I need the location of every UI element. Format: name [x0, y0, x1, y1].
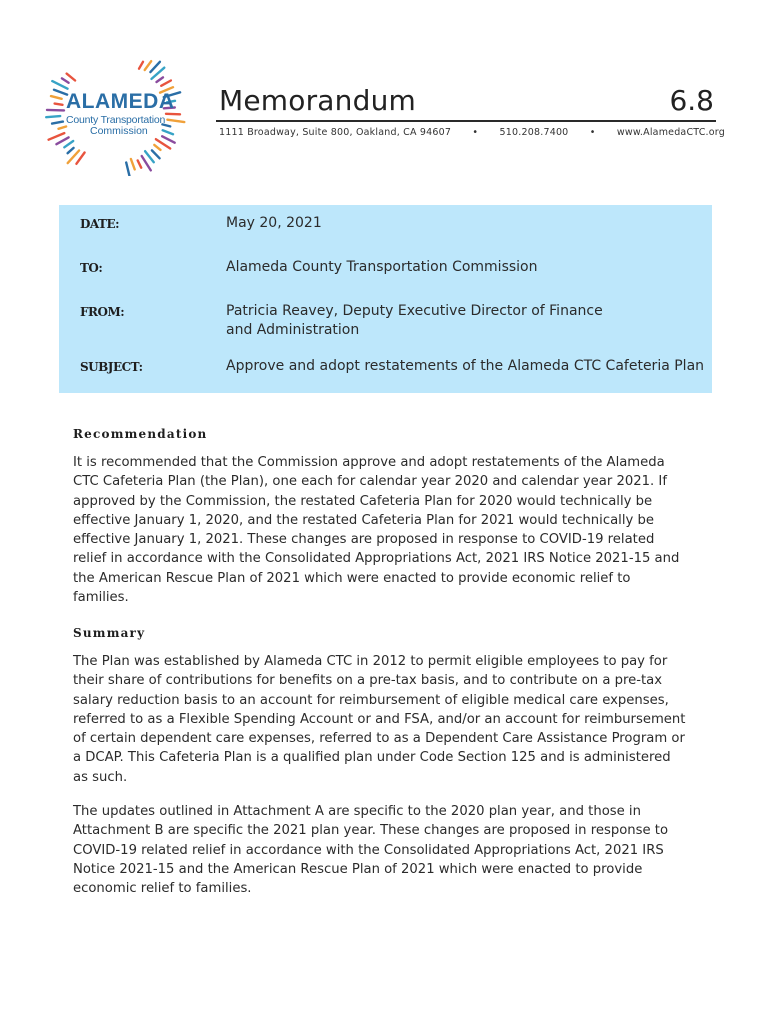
logo-ray [59, 127, 67, 129]
separator-dot: • [589, 127, 596, 138]
logo-ray [68, 148, 74, 153]
logo-ray [55, 104, 63, 105]
date-label: DATE: [80, 217, 120, 231]
header-divider [216, 120, 716, 122]
logo-ray [49, 133, 65, 140]
logo-ray [52, 122, 63, 124]
subject-label: SUBJECT: [80, 360, 143, 374]
logo-ray [162, 136, 175, 142]
summary-heading: Summary [73, 626, 146, 640]
recommendation-text: It is recommended that the Commission approve and adopt restatements of the Alameda CTC Cafeteria Plan (the Plan), one each for calendar year 2020 and calendar year 2021. If approved by the Commission, the restated Cafeteria Plan for 2020 would technically be effective January 1, 2020, and the restated Cafeteria Plan for 2021 would technically be effective January 1, 2021. These changes are proposed in response to COVID-19 related relief in accordance with the Consolidated Appropriations Act, 2021 IRS Notice 2021-15 and the American Rescue Plan of 2021 which were enacted to provide economic relief to families. [73, 455, 680, 606]
memo-title: Memorandum [219, 84, 417, 117]
logo-ray [152, 150, 160, 158]
separator-dot: • [472, 127, 479, 138]
subject-value: Approve and adopt restatements of the Alameda CTC Cafeteria Plan [226, 358, 705, 374]
logo-ray [138, 161, 142, 168]
logo-ray [145, 61, 152, 70]
logo-ray [145, 151, 154, 162]
agenda-item-number: 6.8 [669, 84, 714, 117]
alameda-ctc-logo [36, 42, 186, 176]
to-label: TO: [80, 261, 103, 275]
address-text: 1111 Broadway, Suite 800, Oakland, CA 94607 [219, 127, 452, 138]
logo-ray [47, 110, 64, 111]
phone-text: 510.208.7400 [499, 127, 569, 138]
memo-info-box [59, 205, 712, 393]
logo-ray [51, 96, 62, 99]
date-value: May 20, 2021 [226, 215, 322, 231]
logo-ray [139, 62, 143, 69]
logo-ray [126, 163, 129, 177]
logo-ray [131, 159, 135, 169]
logo-subtitle [66, 115, 186, 136]
logo-ray [67, 74, 76, 81]
logo-subtitle-line2: Commission [90, 124, 148, 137]
logo-wordmark: ALAMEDA [66, 90, 175, 113]
summary-paragraph-1: The Plan was established by Alameda CTC in 2012 to permit eligible employees to pay for their share of contributions for benefits on a pre-tax basis, and to contribute on a pre-tax salary reduction basis to an account for reimbursement of eligible medical care expenses, referred to as a Flexible Spending Account or and FSA, and/or an account for reimbursement of certain dependent care expenses, referred to as a Dependent Care Assistance Program or a DCAP. This Cafeteria Plan is a qualified plan under Code Section 125 and is administered as such. [73, 654, 686, 785]
logo-ray [52, 81, 67, 89]
logo-ray [62, 78, 69, 82]
logo-ray [46, 116, 60, 117]
to-value: Alameda County Transportation Commission [226, 259, 538, 275]
logo-ray [161, 81, 171, 86]
from-label: FROM: [80, 305, 125, 319]
website-link[interactable]: www.AlamedaCTC.org [616, 127, 725, 138]
logo-ray [154, 145, 160, 150]
logo-ray [64, 141, 73, 147]
contact-line [219, 127, 725, 138]
recommendation-heading: Recommendation [73, 427, 208, 441]
summary-paragraph-2: The updates outlined in Attachment A are specific to the 2020 plan year, and those in Attachment B are specific the 2021 plan year. These changes are proposed in response to COVID-19 related relief in accordance with the Consolidated Appropriations Act, 2021 IRS Notice 2021-15 and the American Rescue Plan of 2021 which were enacted to provide economic relief to families. [73, 804, 669, 897]
logo-ray [56, 137, 68, 144]
logo-ray [76, 153, 84, 164]
from-value: Patricia Reavey, Deputy Executive Director of Finance and Administration [226, 303, 603, 338]
logo-subtitle-line1: County Transportation [66, 114, 166, 126]
logo-ray [150, 62, 160, 72]
logo-ray [157, 77, 164, 82]
